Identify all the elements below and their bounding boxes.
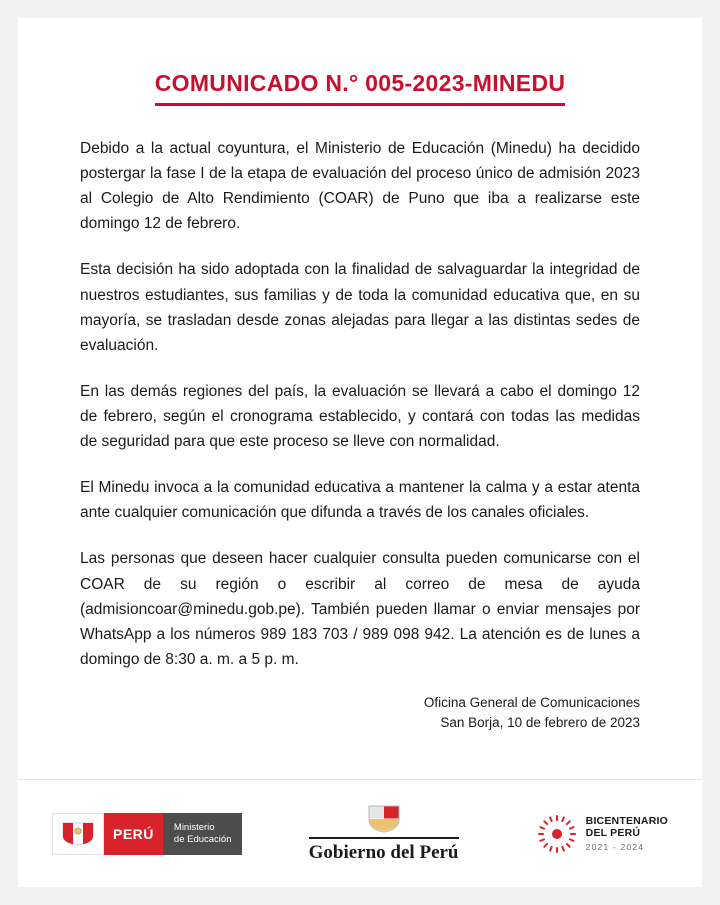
bicentenario-sun-icon (537, 814, 577, 854)
gobierno-del-peru-logo (309, 804, 459, 864)
bicentenario-logo (537, 814, 668, 854)
paragraph-3: En las demás regiones del país, la evaluación se llevará a cabo el domingo 12 de febrero, según el cronograma establecido, y contará con todas las medidas de seguridad para que este proceso se lleve con normalidad. (80, 382, 640, 451)
page-title: COMUNICADO N.° 005-2023-MINEDU (155, 70, 566, 106)
paragraph-2: Esta decisión ha sido adoptada con la finalidad de salvaguardar la integridad de nuestros estudiantes, sus familias y de toda la comunidad educativa que, en su mayoría, se trasladan desde zonas alejadas para llegar a las distintas sedes de evaluación. (80, 261, 640, 354)
ministry-label (163, 813, 243, 855)
peru-label: PERÚ (104, 813, 163, 855)
signing-office: Oficina General de Comunicaciones (423, 694, 640, 710)
minedu-logo (52, 813, 242, 855)
paragraph-4: El Minedu invoca a la comunidad educativa a mantener la calma y a estar atenta ante cualquier comunicación que difunda a través de los canales oficiales. (80, 479, 640, 522)
coat-of-arms-icon (366, 804, 402, 834)
peru-flag-shield-icon (52, 813, 104, 855)
signing-place-date: San Borja, 10 de febrero de 2023 (440, 715, 640, 731)
bicentenario-line-2: DEL PERÚ (585, 827, 641, 840)
footer-logos (18, 779, 702, 887)
gobierno-label: Gobierno del Perú (309, 837, 459, 864)
bicentenario-line-3: 2021 - 2024 (585, 842, 645, 852)
paragraph-5: Las personas que deseen hacer cualquier consulta pueden comunicarse con el COAR de su región o escribir al correo de mesa de ayuda (admisioncoar@minedu.gob.pe). También pueden llamar o enviar mensajes por WhatsApp a los números 989 183 703 / 989 098 942. La atención es de lunes a domingo de 8:30 a. m. a 5 p. m. (80, 550, 640, 668)
ministry-line-1: Ministerio (173, 821, 215, 833)
paragraph-1: Debido a la actual coyuntura, el Ministerio de Educación (Minedu) ha decidido postergar la fase I de la etapa de evaluación del proceso único de admisión 2023 al Colegio de Alto Rendimiento (COAR) de Puno que iba a realizarse este domingo 12 de febrero. (80, 140, 640, 233)
title-area (18, 18, 702, 106)
comunicado-sheet (18, 18, 702, 887)
bicentenario-line-1: BICENTENARIO (585, 814, 668, 827)
bicentenario-text (586, 815, 668, 852)
ministry-line-2: de Educación (173, 833, 232, 845)
signature-block (80, 693, 640, 734)
document-body (80, 106, 640, 672)
